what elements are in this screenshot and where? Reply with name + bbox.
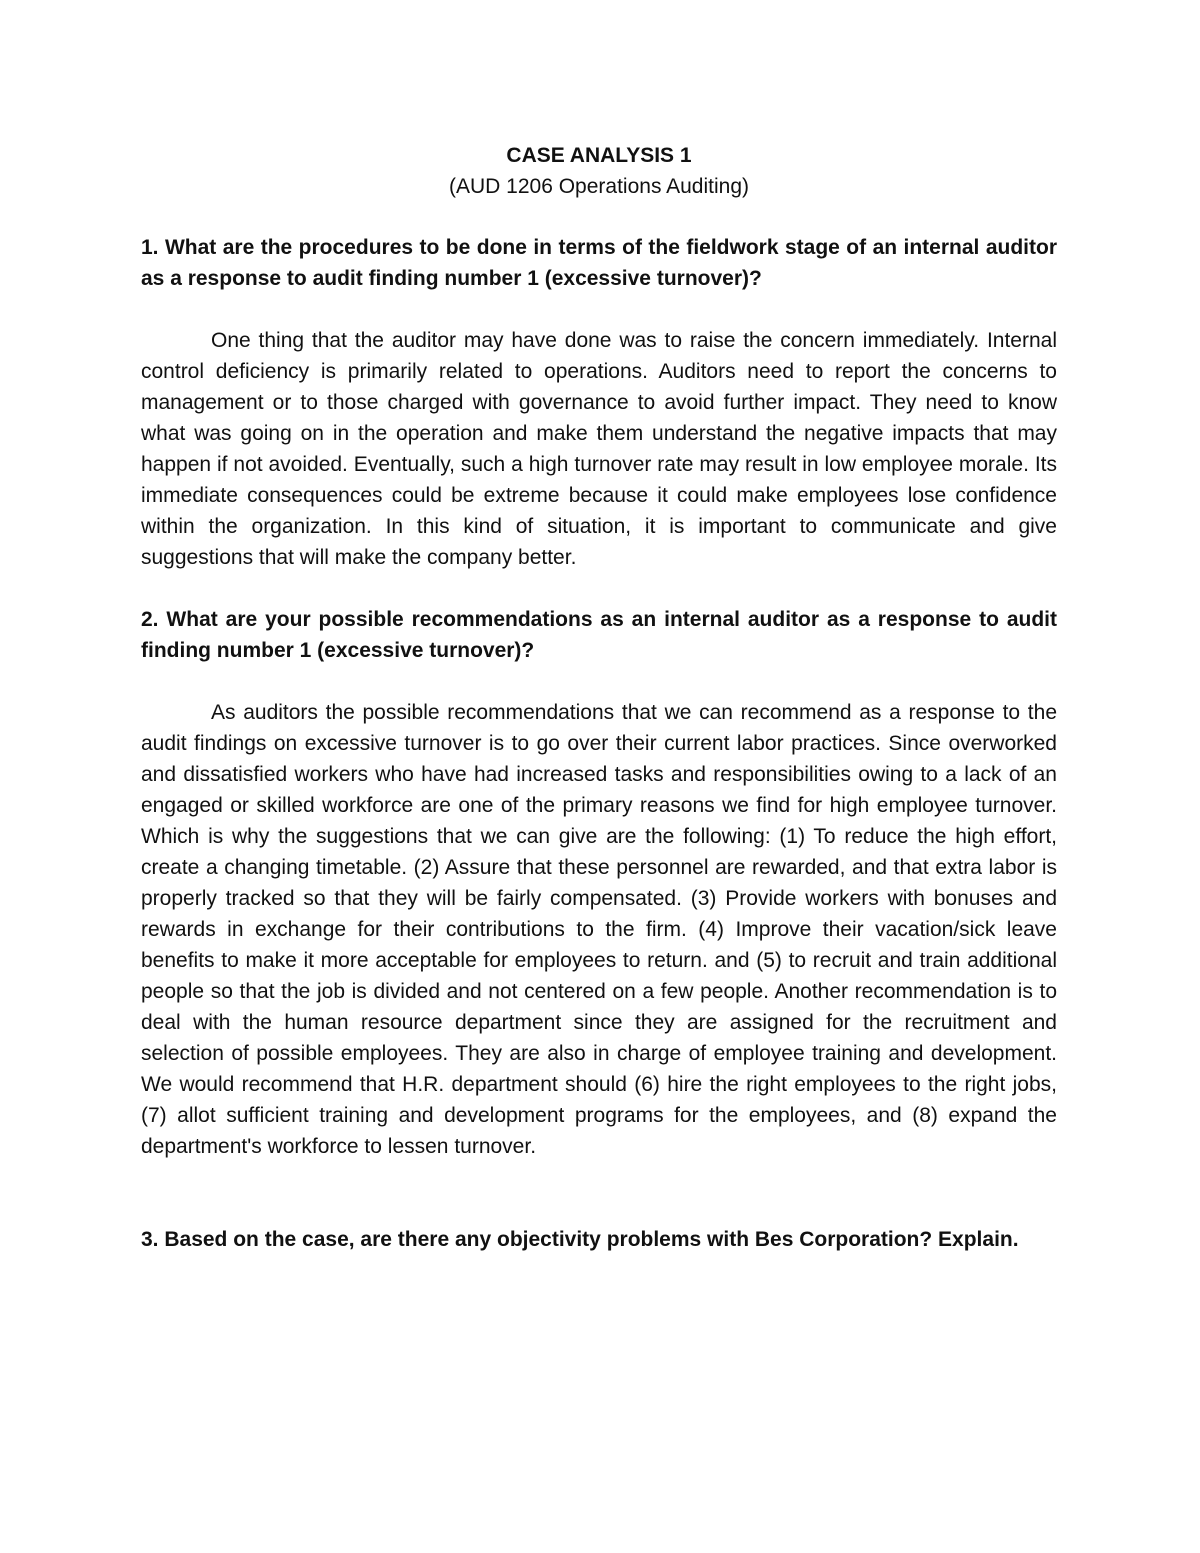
document-subtitle: (AUD 1206 Operations Auditing) <box>449 175 749 198</box>
document-title: CASE ANALYSIS 1 <box>506 144 692 167</box>
question-1: 1. What are the procedures to be done in terms of the fieldwork stage of an internal auditor as a response to audit finding number 1 (excessive turnover)? <box>141 236 1057 290</box>
answer-1: One thing that the auditor may have done was to raise the concern immediately. Internal control deficiency is primarily related to operations. Auditors need to report the concerns to management or to those charged with governance to avoid further impact. They need to know what was going on in the operation and make them understand the negative impacts that may happen if not avoided. Eventually, such a high turnover rate may result in low employee morale. Its immediate consequences could be extreme because it could make employees lose confidence within the organization. In this kind of situation, it is important to communicate and give suggestions that will make the company better. <box>141 329 1057 569</box>
document-page <box>141 140 1057 1255</box>
question-3: 3. Based on the case, are there any objectivity problems with Bes Corporation? Explain. <box>141 1228 1019 1251</box>
answer-2: As auditors the possible recommendations that we can recommend as a response to the audit findings on excessive turnover is to go over their current labor practices. Since overworked and dissatisfied workers who have had increased tasks and responsibilities owing to a lack of an engaged or skilled workforce are one of the primary reasons we find for high employee turnover. Which is why the suggestions that we can give are the following: (1) To reduce the high effort, create a changing timetable. (2) Assure that these personnel are rewarded, and that extra labor is properly tracked so that they will be fairly compensated. (3) Provide workers with bonuses and rewards in exchange for their contributions to the firm. (4) Improve their vacation/sick leave benefits to make it more acceptable for employees to return. and (5) to recruit and train additional people so that the job is divided and not centered on a few people. Another recommendation is to deal with the human resource department since they are assigned for the recruitment and selection of possible employees. They are also in charge of employee training and development. We would recommend that H.R. department should (6) hire the right employees to the right jobs, (7) allot sufficient training and development programs for the employees, and (8) expand the department's workforce to lessen turnover. <box>141 701 1057 1158</box>
question-2: 2. What are your possible recommendations as an internal auditor as a response to audit finding number 1 (excessive turnover)? <box>141 608 1057 662</box>
